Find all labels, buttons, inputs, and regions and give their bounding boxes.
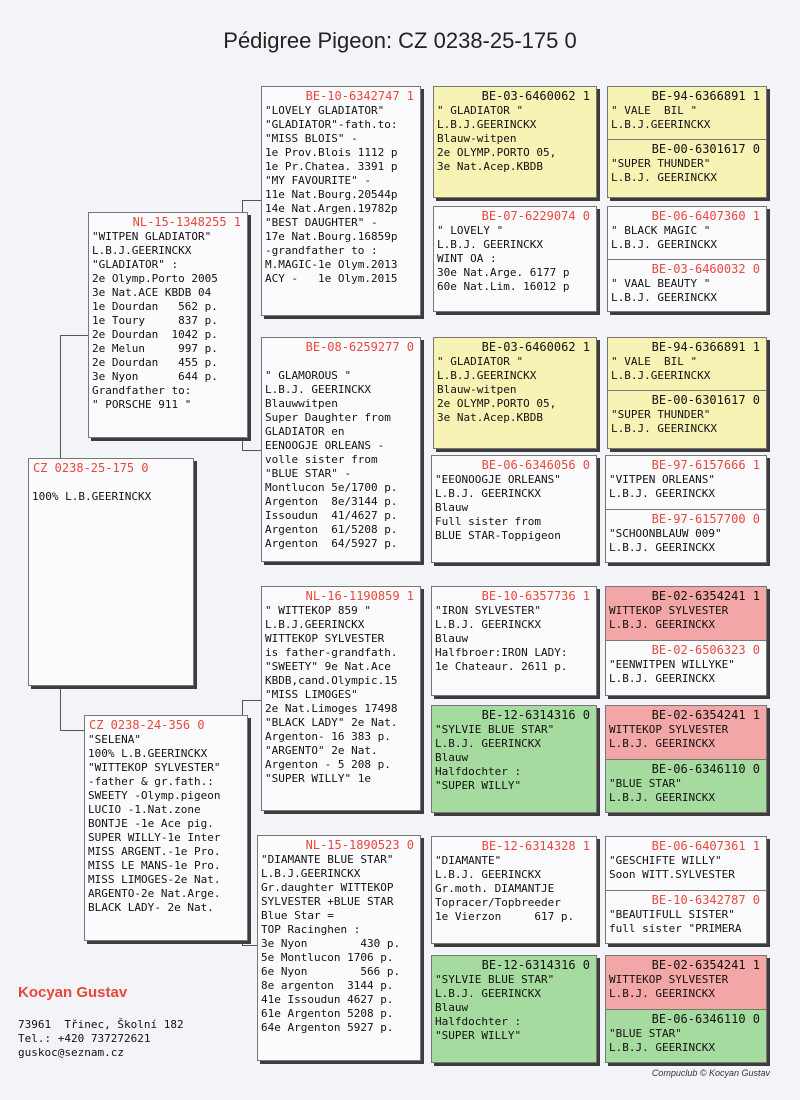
ring-number: BE-08-6259277 0 xyxy=(305,340,414,354)
ring-number: BE-02-6506323 0 xyxy=(651,643,760,657)
pigeon-info: WITTEKOP SYLVESTER L.B.J. GEERINCKX xyxy=(609,973,729,1000)
grandparent-card xyxy=(261,586,421,811)
great-grandparent-card xyxy=(431,836,597,944)
ring-number: BE-06-6407361 1 xyxy=(651,839,760,853)
ring-number: BE-10-6342787 0 xyxy=(651,893,760,907)
page-title: Pédigree Pigeon: CZ 0238-25-175 0 xyxy=(223,28,577,53)
ancestor-pair-card xyxy=(605,586,767,696)
pigeon-info: "SYLVIE BLUE STAR" L.B.J. GEERINCKX Blauw Halfdochter : "SUPER WILLY" xyxy=(435,723,555,792)
ring-number: BE-12-6314316 0 xyxy=(481,958,590,972)
pigeon-info: "BLUE STAR" L.B.J. GEERINCKX xyxy=(609,1027,715,1054)
grandparent-card xyxy=(257,835,421,1061)
ring-number: CZ 0238-25-175 0 xyxy=(33,461,149,475)
ring-number: BE-02-6354241 1 xyxy=(651,589,760,603)
pigeon-info: "EENWITPEN WILLYKE" L.B.J. GEERINCKX xyxy=(609,658,735,685)
great-grandparent-card xyxy=(433,86,597,198)
pigeon-info: " WITTEKOP 859 " L.B.J.GEERINCKX WITTEKOP SYLVESTER is father-grandfath. "SWEETY" 9e Nat.Ace KBDB,cand.Olympic.15 "MISS LIMOGES" 2e Nat.Limoges 17498 "BLACK LADY" 2e Nat. Argenton- 16 383 p. "ARGENTO" 2e Nat. Argenton - 5 208 p. "SUPER WILLY" 1e xyxy=(265,604,398,785)
pigeon-info: " VAAL BEAUTY " L.B.J. GEERINCKX xyxy=(611,277,717,304)
ring-number: BE-12-6314316 0 xyxy=(481,708,590,722)
dam-card xyxy=(84,715,248,941)
pigeon-info: "GESCHIFTE WILLY" Soon WITT.SYLVESTER xyxy=(609,854,735,881)
pigeon-info: "LOVELY GLADIATOR" "GLADIATOR"-fath.to: "MISS BLOIS" - 1e Prov.Blois 1112 p 1e Pr.Chatea. 3391 p "MY FAVOURITE" - 11e Nat.Bourg.20544p 14e Nat.Argen.19782p "BEST DAUGHTER" - 17e Nat.Bourg.16859p -grandfather to : M.MAGIC-1e Olym.2013 ACY - 1e Olym.2015 xyxy=(265,104,398,285)
grandparent-card xyxy=(261,337,421,562)
great-grandparent-card xyxy=(433,206,597,312)
subject-card xyxy=(28,458,194,686)
pigeon-info: "SCHOONBLAUW 009" L.B.J. GEERINCKX xyxy=(609,527,722,554)
great-grandparent-card xyxy=(433,337,597,449)
ring-number: BE-06-6346056 0 xyxy=(481,458,590,472)
ring-number: BE-02-6354241 1 xyxy=(651,708,760,722)
pigeon-info: "VITPEN ORLEANS" L.B.J. GEERINCKX xyxy=(609,473,715,500)
pigeon-info: "DIAMANTE" L.B.J. GEERINCKX Gr.moth. DIAMANTJE Topracer/Topbreeder 1e Vierzon 617 p. xyxy=(435,854,575,923)
connector-line xyxy=(60,335,88,336)
ancestor-pair-card xyxy=(607,86,767,198)
ring-number: BE-97-6157700 0 xyxy=(651,512,760,526)
pigeon-info: "DIAMANTE BLUE STAR" L.B.J.GEERINCKX Gr.daughter WITTEKOP SYLVESTER +BLUE STAR Blue Star = TOP Racinghen : 3e Nyon 430 p. 5e Montlucon 1706 p. 6e Nyon 566 p. 8e argenton 3144 p. 41e Issoudun 4627 p. 61e Argenton 5208 p. 64e Argenton 5927 p. xyxy=(261,853,401,1034)
ring-number: BE-06-6346110 0 xyxy=(651,762,760,776)
breeder-name: Kocyan Gustav xyxy=(18,984,128,1001)
sire-card xyxy=(88,212,248,438)
pigeon-info: "SYLVIE BLUE STAR" L.B.J. GEERINCKX Blauw Halfdochter : "SUPER WILLY" xyxy=(435,973,555,1042)
ring-number: BE-07-6229074 0 xyxy=(481,209,590,223)
ring-number: NL-15-1348255 1 xyxy=(132,215,241,229)
breeder-address: 73961 Třinec, Školní 182 Tel.: +420 737272621 guskoc@seznam.cz xyxy=(18,1018,184,1059)
ring-number: CZ 0238-24-356 0 xyxy=(89,718,205,732)
ring-number: BE-12-6314328 1 xyxy=(481,839,590,853)
ring-number: BE-00-6301617 0 xyxy=(651,142,760,156)
connector-line xyxy=(242,700,262,701)
pigeon-info: "SELENA" 100% L.B.GEERINCKX "WITTEKOP SYLVESTER" -father & gr.fath.: SWEETY -Olymp.pigeon LUCIO -1.Nat.zone BONTJE -1e Ace pig. SUPER WILLY-1e Inter MISS ARGENT.-1e Pro. MISS LE MANS-1e Pro. MISS LIMOGES-2e Nat. ARGENTO-2e Nat.Arge. BLACK LADY- 2e Nat. xyxy=(88,733,221,914)
ring-number: BE-06-6346110 0 xyxy=(651,1012,760,1026)
connector-line xyxy=(242,200,262,201)
ancestor-pair-card xyxy=(607,337,767,449)
pigeon-info: " BLACK MAGIC " L.B.J. GEERINCKX xyxy=(611,224,717,251)
connector-line xyxy=(242,450,262,451)
great-grandparent-card xyxy=(431,586,597,696)
ancestor-pair-card xyxy=(605,955,767,1063)
pigeon-info: WITTEKOP SYLVESTER L.B.J. GEERINCKX xyxy=(609,723,729,750)
ring-number: BE-03-6460062 1 xyxy=(481,89,590,103)
ring-number: BE-97-6157666 1 xyxy=(651,458,760,472)
ring-number: BE-10-6342747 1 xyxy=(305,89,414,103)
pigeon-info: " VALE BIL " L.B.J.GEERINCKX xyxy=(611,355,711,382)
great-grandparent-card xyxy=(431,455,597,563)
pigeon-info: WITTEKOP SYLVESTER L.B.J. GEERINCKX xyxy=(609,604,729,631)
ancestor-pair-card xyxy=(605,705,767,813)
ring-number: BE-94-6366891 1 xyxy=(651,340,760,354)
footer-credit: Compuclub © Kocyan Gustav xyxy=(651,1068,770,1078)
ancestor-pair-card xyxy=(607,206,767,312)
pigeon-info: "BLUE STAR" L.B.J. GEERINCKX xyxy=(609,777,715,804)
ring-number: BE-10-6357736 1 xyxy=(481,589,590,603)
ring-number: BE-02-6354241 1 xyxy=(651,958,760,972)
great-grandparent-card xyxy=(431,705,597,813)
pigeon-info: " GLADIATOR " L.B.J.GEERINCKX Blauw-witpen 2e OLYMP.PORTO 05, 3e Nat.Acep.KBDB xyxy=(437,355,557,424)
pigeon-info: "BEAUTIFULL SISTER" full sister "PRIMERA xyxy=(609,908,742,935)
ring-number: BE-03-6460032 0 xyxy=(651,262,760,276)
pigeon-info: "IRON SYLVESTER" L.B.J. GEERINCKX Blauw Halfbroer:IRON LADY: 1e Chateaur. 2611 p. xyxy=(435,604,568,673)
pigeon-info: "SUPER THUNDER" L.B.J. GEERINCKX xyxy=(611,408,717,435)
pigeon-info: "SUPER THUNDER" L.B.J. GEERINCKX xyxy=(611,157,717,184)
pigeon-info: " GLADIATOR " L.B.J.GEERINCKX Blauw-witpen 2e OLYMP.PORTO 05, 3e Nat.Acep.KBDB xyxy=(437,104,557,173)
ring-number: BE-94-6366891 1 xyxy=(651,89,760,103)
ancestor-pair-card xyxy=(605,836,767,944)
ancestor-pair-card xyxy=(605,455,767,563)
grandparent-card xyxy=(261,86,421,316)
great-grandparent-card xyxy=(431,955,597,1063)
pigeon-info: "EEONOOGJE ORLEANS" L.B.J. GEERINCKX Blauw Full sister from BLUE STAR-Toppigeon xyxy=(435,473,561,542)
pigeon-info: " LOVELY " L.B.J. GEERINCKX WINT OA : 30e Nat.Arge. 6177 p 60e Nat.Lim. 16012 p xyxy=(437,224,570,293)
ring-number: NL-16-1190859 1 xyxy=(305,589,414,603)
ring-number: BE-06-6407360 1 xyxy=(651,209,760,223)
pigeon-info: " GLAMOROUS " L.B.J. GEERINCKX Blauwwitpen Super Daughter from GLADIATOR en EENOOGJE ORLEANS - volle sister from "BLUE STAR" - Montlucon 5e/1700 p. Argenton 8e/3144 p. Issoudun 41/4627 p. Argenton 61/5208 p. Argenton 64/5927 p. xyxy=(265,369,398,550)
ring-number: NL-15-1890523 0 xyxy=(305,838,414,852)
pigeon-info: "WITPEN GLADIATOR" L.B.J.GEERINCKX "GLADIATOR" : 2e Olymp.Porto 2005 3e Nat.ACE KBDB 04 1e Dourdan 562 p. 1e Toury 837 p. 2e Dourdan 1042 p. 2e Melun 997 p. 2e Dourdan 455 p. 3e Nyon 644 p. Grandfather to: " PORSCHE 911 " xyxy=(92,230,218,411)
pigeon-info: 100% L.B.GEERINCKX xyxy=(32,490,152,503)
ring-number: BE-00-6301617 0 xyxy=(651,393,760,407)
ring-number: BE-03-6460062 1 xyxy=(481,340,590,354)
pigeon-info: " VALE BIL " L.B.J.GEERINCKX xyxy=(611,104,711,131)
